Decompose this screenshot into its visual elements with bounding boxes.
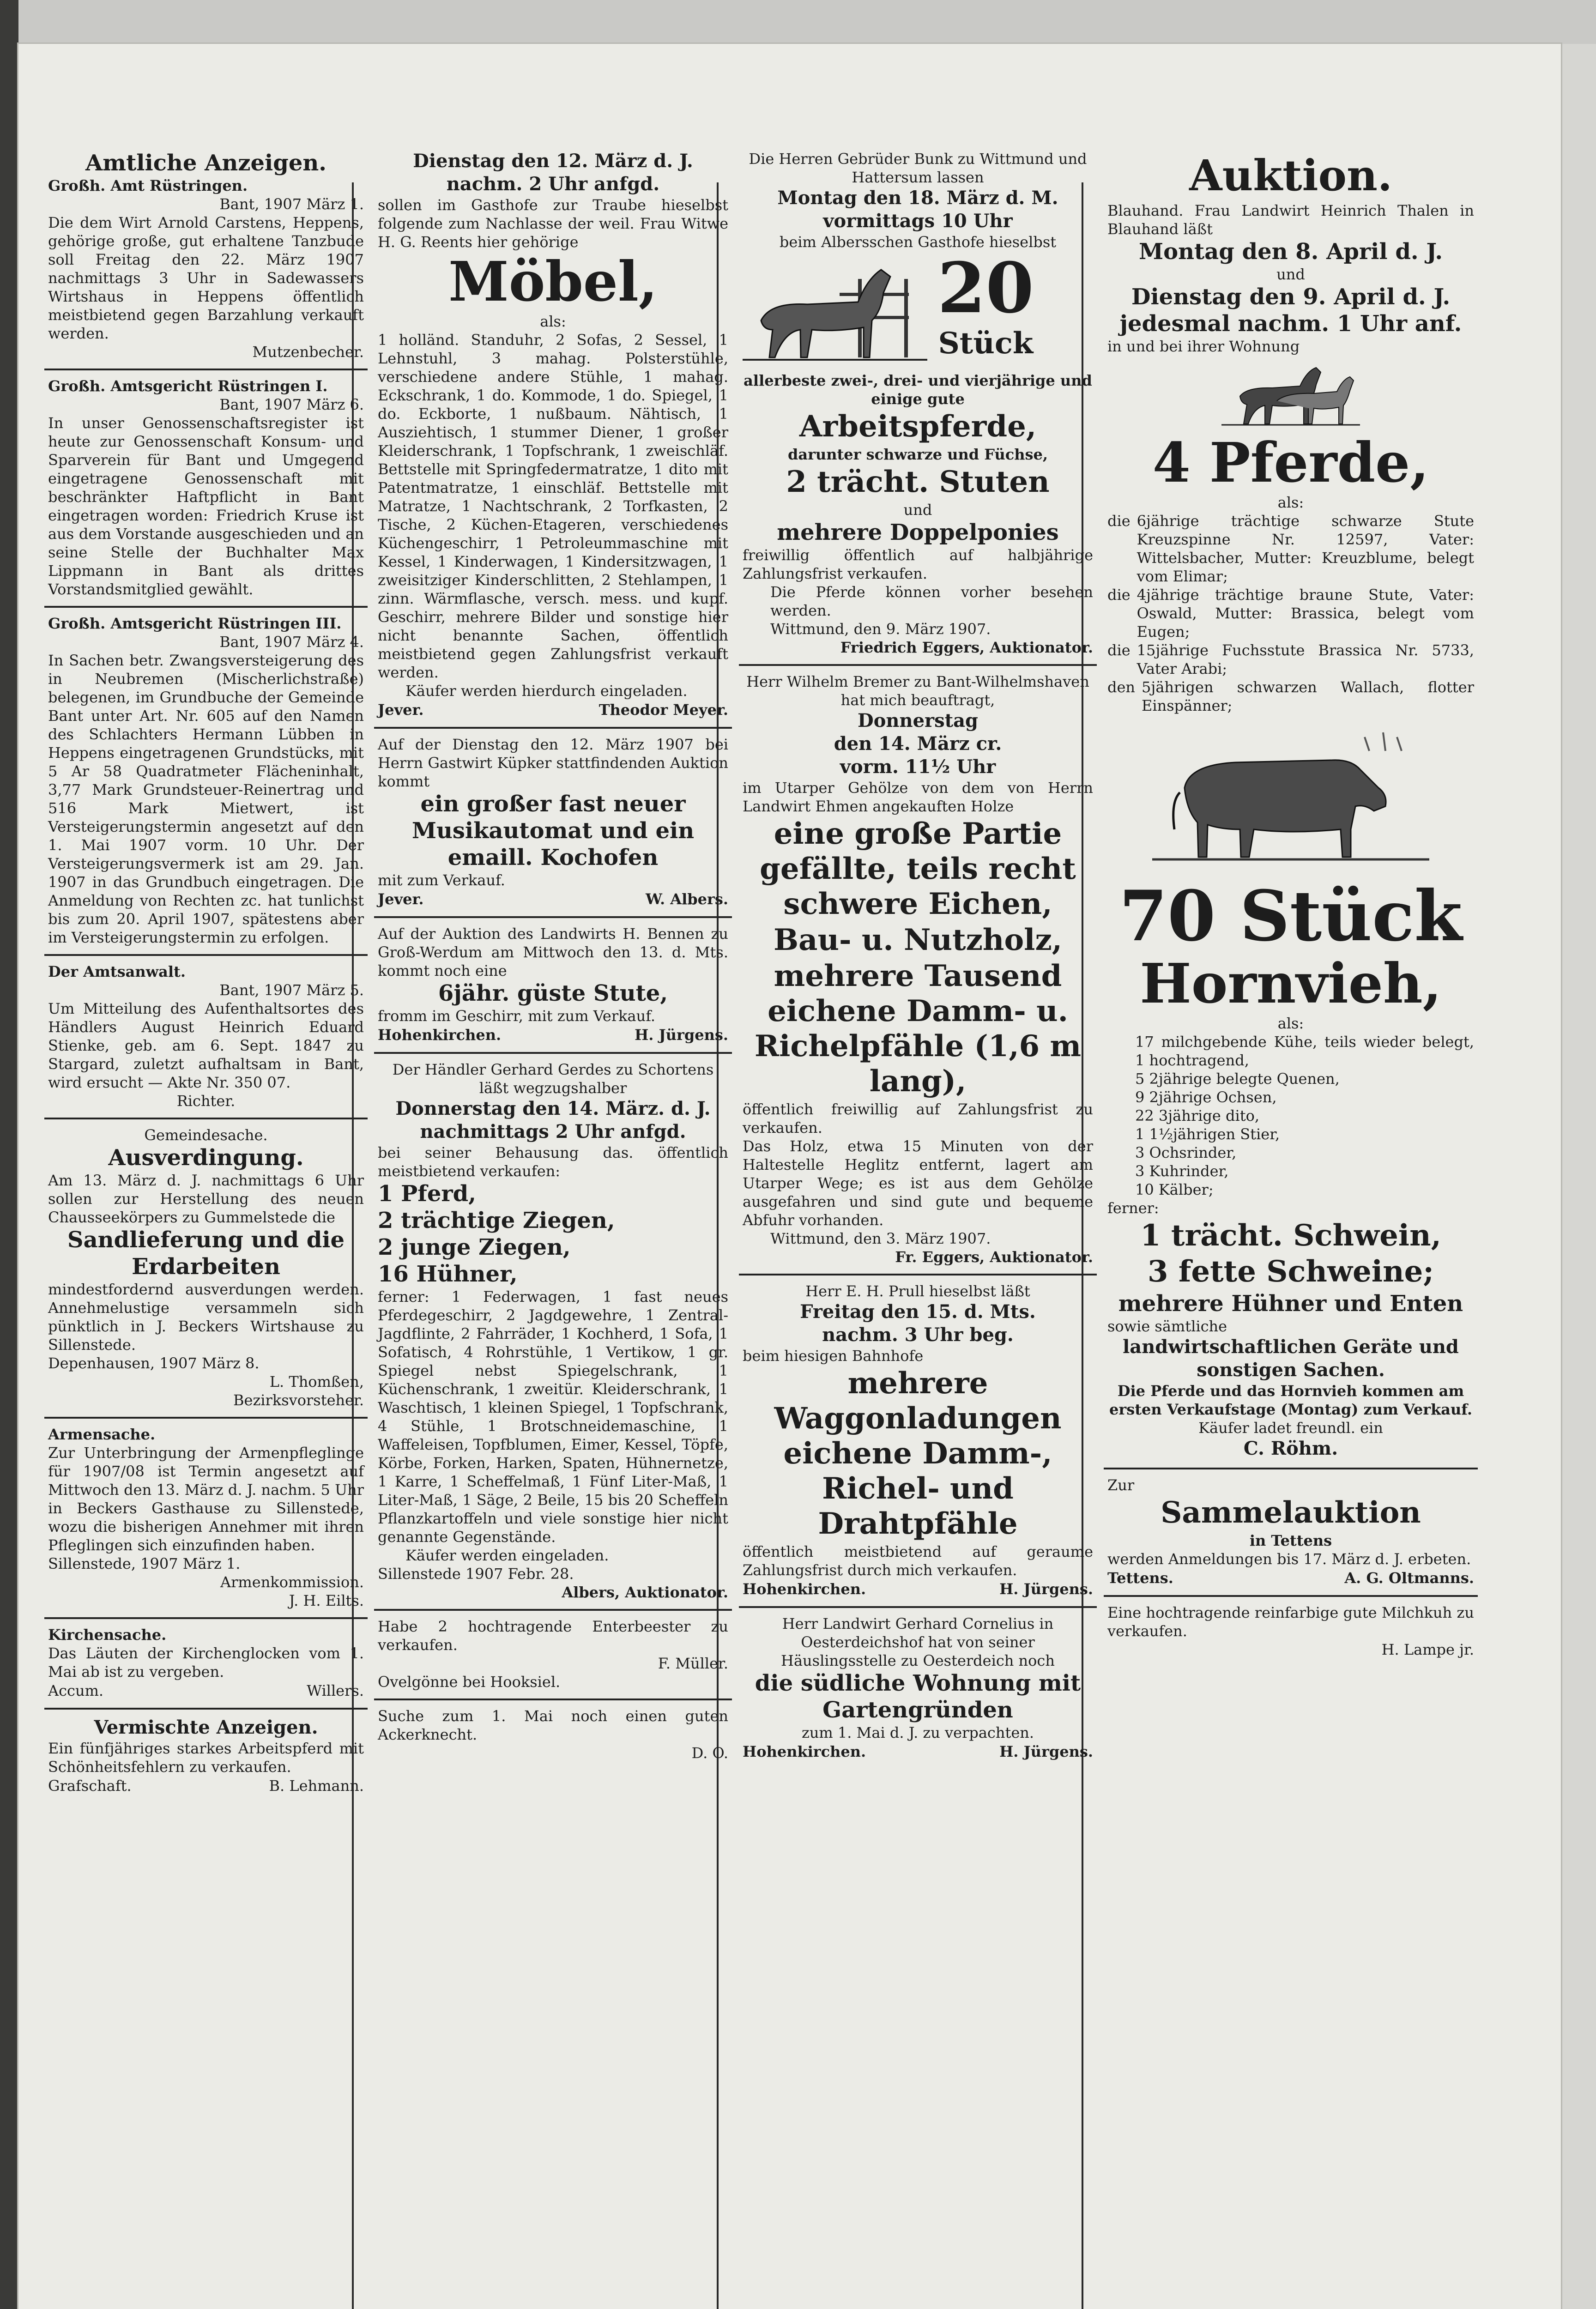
ad-body: fromm im Geschirr, mit zum Verkauf. — [378, 1007, 656, 1025]
notice-date: Bant, 1907 März 1. — [219, 195, 364, 213]
notice-body: Zur Unterbringung der Armenpfleglinge für 1907/08 ist Termin angesetzt auf Mittwoch den 13. März d. J. nachm. 5 Uhr in Beckers Gasthause zu Sillenstede, wozu die bisherigen Annehmer mit ihren Pfleglingen sich einzufinden haben. — [48, 1444, 364, 1554]
ad-title: Arbeitspferde, — [799, 409, 1037, 444]
notice-armensache — [44, 1419, 368, 1619]
ad-item: 2 junge Ziegen, — [378, 1234, 571, 1260]
ad-signature-line — [743, 1579, 1093, 1599]
notice-signature: Bezirksvorsteher. — [233, 1391, 364, 1409]
notice-heading: Armensache. — [48, 1426, 156, 1443]
ad-title: 6jähr. güste Stute, — [438, 980, 668, 1006]
ad-place: Ovelgönne bei Hooksiel. — [378, 1673, 561, 1691]
ad-body: Auf der Auktion des Landwirts H. Bennen zu Groß-Werdum am Mittwoch den 13. d. Mts. kommt noch eine — [378, 925, 728, 979]
ad-time-line: nachm. 3 Uhr beg. — [822, 1324, 1014, 1346]
notice-body: Am 13. März d. J. nachmittags 6 Uhr sollen zur Herstellung des neuen Chausseekörpers zu Gummelstede die — [48, 1172, 364, 1226]
ad-signature-line — [743, 1742, 1093, 1761]
place: Jever. — [378, 890, 424, 908]
horse-entry — [1107, 641, 1474, 678]
notice-signature-line — [48, 1681, 364, 1700]
horse-illustration-icon — [743, 251, 927, 371]
ad-body: Käufer werden eingeladen. — [405, 1547, 609, 1564]
ad-signature: Albers, Auktionator. — [562, 1584, 728, 1601]
ad-body: zum 1. Mai d. J. zu verpachten. — [801, 1724, 1034, 1741]
cattle-item: 3 Ochsrinder, — [1135, 1144, 1237, 1161]
ad-time-line: nachmittags 2 Uhr anfgd. — [420, 1121, 686, 1142]
notice-signature-line — [48, 1776, 364, 1795]
notice-signature: L. Thomßen, — [269, 1373, 364, 1390]
notice-amt-ruestringen — [44, 143, 368, 370]
column-auctions-4 — [1104, 143, 1478, 2309]
ad-count: 20 — [937, 248, 1034, 329]
ad-date: Sillenstede 1907 Febr. 28. — [378, 1565, 574, 1583]
ad-title: mehrere Waggonladungen eichene Damm-, Richel- und Drahtpfähle — [774, 1366, 1062, 1541]
ad-signature: D. O. — [691, 1744, 728, 1762]
cattle-item: 3 Kuhrinder, — [1135, 1162, 1229, 1180]
ad-subtitle: in Tettens — [1249, 1532, 1332, 1549]
notice-signature: J. H. Eilts. — [289, 1592, 364, 1609]
ad-arbeitspferde — [739, 143, 1097, 666]
ad-title: Sammelauktion — [1161, 1495, 1421, 1530]
ad-body: Die Herren Gebrüder Bunk zu Wittmund und Hattersum lassen — [749, 150, 1087, 186]
ad-date-line: Freitag den 15. d. Mts. — [800, 1301, 1036, 1323]
ad-body: beim hiesigen Bahnhofe — [743, 1347, 924, 1365]
ad-body: Auf der Dienstag den 12. März 1907 bei Herrn Gastwirt Küpker stattfindenden Auktion kommt — [378, 736, 728, 790]
ad-title: 2 trächt. Stuten — [786, 465, 1050, 499]
ad-milchkuh — [1104, 1597, 1478, 1666]
cattle-item: 10 Kälber; — [1135, 1181, 1214, 1198]
cattle-item: 1 1½jährigen Stier, — [1135, 1125, 1280, 1143]
place: Hohenkirchen. — [378, 1026, 502, 1044]
signature: H. Jürgens. — [999, 1743, 1093, 1760]
ad-waggonladungen — [739, 1275, 1097, 1608]
notice-signature: Mutzenbecher. — [252, 343, 364, 361]
notice-heading: Großh. Amtsgericht Rüstringen I. — [48, 377, 328, 395]
newspaper-page — [18, 44, 1561, 2309]
ad-moebel-auction — [374, 143, 732, 729]
ad-title: 3 fette Schweine; — [1148, 1254, 1434, 1289]
notice-body: Um Mitteilung des Aufenthaltsortes des Händlers August Heinrich Eduard Stienke, geb. am 6. Sept. 1847 zu Stargard, zuletzt aufhaltsam in Bant, wird ersucht — Akte Nr. 350 07. — [48, 1000, 364, 1091]
place: Jever. — [378, 701, 424, 719]
signature: Willers. — [307, 1682, 364, 1699]
ad-body: Die Pferde können vorher besehen werden. — [770, 583, 1093, 619]
notice-kirchensache — [44, 1619, 368, 1710]
ad-body: im Utarper Gehölze von dem von Herrn Landwirt Ehmen angekauften Holze — [743, 779, 1093, 815]
ad-body: öffentlich meistbietend auf geraume Zahlungsfrist durch mich verkaufen. — [743, 1543, 1093, 1579]
column-official-notices — [44, 143, 368, 2309]
horse-text: 5jährigen schwarzen Wallach, flotter Einspänner; — [1142, 678, 1474, 714]
ad-title: ein großer fast neuer Musikautomat und ein emaill. Kochofen — [411, 791, 695, 870]
horse-lead: den — [1107, 678, 1136, 696]
notice-amtsgericht-3 — [44, 608, 368, 956]
place: Hohenkirchen. — [743, 1743, 866, 1760]
ad-grosse-auktion — [1104, 143, 1478, 1469]
ad-time-line: nachm. 2 Uhr anfgd. — [446, 173, 660, 195]
notice-amtsanwalt — [44, 956, 368, 1119]
ad-body: Der Händler Gerhard Gerdes zu Schortens läßt wegzugshalber — [392, 1061, 714, 1097]
page-edge — [1561, 44, 1596, 2309]
horse-entry — [1107, 512, 1474, 586]
cattle-item: 17 milchgebende Kühe, teils wieder belegt, 1 hochtragend, — [1135, 1033, 1474, 1069]
ad-body: Herr Wilhelm Bremer zu Bant-Wilhelmshaven hat mich beauftragt, — [746, 673, 1089, 709]
cattle-item: 22 3jährige dito, — [1135, 1107, 1259, 1124]
ad-body: Das Holz, etwa 15 Minuten von der Haltestelle Heglitz entfernt, lagert am Utarper Wege; es ist aus dem Gehölze ausgefahren und sind gute und bequeme Abfuhr vorhanden. — [743, 1137, 1093, 1229]
horse-entry — [1107, 586, 1474, 641]
ad-gerdes-auction — [374, 1054, 732, 1611]
ad-title: landwirtschaftlichen Geräte und sonstigen Sachen. — [1123, 1336, 1459, 1381]
signature: W. Albers. — [646, 890, 728, 908]
ad-body: in und bei ihrer Wohnung — [1107, 338, 1300, 355]
ad-sammelauktion — [1104, 1469, 1478, 1597]
ad-signature: F. Müller. — [658, 1655, 728, 1672]
ad-item: 1 Pferd, — [378, 1181, 476, 1207]
ad-date-line: Montag den 18. März d. M. — [777, 187, 1058, 209]
ad-title: Hornvieh, — [1140, 951, 1442, 1015]
ad-date-line: Dienstag den 12. März d. J. — [413, 150, 693, 172]
ad-body: sollen im Gasthofe zur Traube hieselbst folgende zum Nachlasse der weil. Frau Witwe H. G. Reents hier gehörige — [378, 196, 728, 251]
ad-signature: Friedrich Eggers, Auktionator. — [840, 639, 1093, 656]
notice-body: Das Läuten der Kirchenglocken vom 1. Mai ab ist zu vergeben. — [48, 1644, 364, 1680]
notice-amtsgericht-1 — [44, 370, 368, 608]
notice-date: Bant, 1907 März 5. — [219, 981, 364, 999]
ad-signature: C. Röhm. — [1243, 1438, 1338, 1459]
notice-body: Ein fünfjähriges starkes Arbeitspferd mit Schönheitsfehlern zu verkaufen. — [48, 1740, 364, 1776]
ad-signature: Fr. Eggers, Auktionator. — [895, 1248, 1093, 1266]
ad-body: beim Albersschen Gasthofe hieselbst — [779, 233, 1057, 251]
ad-body: werden Anmeldungen bis 17. März d. J. erbeten. — [1107, 1550, 1471, 1568]
ad-time-line: jedesmal nachm. 1 Uhr anf. — [1119, 311, 1462, 337]
ad-wohnung — [739, 1608, 1097, 1769]
ad-title: mehrere Hühner und Enten — [1118, 1291, 1463, 1317]
signature: H. Jürgens. — [635, 1026, 728, 1044]
ad-title: 4 Pferde, — [1152, 430, 1429, 495]
notice-heading: Gemeindesache. — [144, 1126, 268, 1144]
ad-body: sowie sämtliche — [1107, 1318, 1227, 1335]
cattle-item: 9 2jährige Ochsen, — [1135, 1088, 1277, 1106]
ad-body: Suche zum 1. Mai noch einen guten Ackerknecht. — [378, 1707, 728, 1743]
ad-title: 1 trächt. Schwein, — [1140, 1218, 1441, 1253]
ad-signature: H. Lampe jr. — [1381, 1641, 1474, 1658]
ad-signature-line — [1107, 1568, 1474, 1588]
section-title: Amtliche Anzeigen. — [85, 150, 326, 176]
ad-als: als: — [540, 313, 566, 330]
notice-body: Die dem Wirt Arnold Carstens, Heppens, gehörige große, gut erhaltene Tanzbude soll Freitag den 22. März 1907 nachmittags 3 Uhr in Sadewassers Wirtshaus in Heppens öffentlich meistbietend gegen Barzahlung verkauft werden. — [48, 214, 364, 342]
ad-body: Habe 2 hochtragende Enterbeester zu verkaufen. — [378, 1618, 728, 1654]
ad-eichen-holz — [739, 666, 1097, 1275]
notice-body: mindestfordernd ausverdungen werden. Annehmelustige versammeln sich pünktlich in J. Beckers Wirtshause zu Sillenstede. — [48, 1281, 364, 1354]
ad-stute — [374, 918, 732, 1054]
signature: A. G. Oltmanns. — [1344, 1569, 1474, 1587]
horse-entry — [1107, 678, 1474, 715]
ad-body: Herr E. H. Prull hieselbst läßt — [805, 1282, 1030, 1300]
notice-date: Bant, 1907 März 6. — [219, 396, 364, 413]
horse-illustration-row — [743, 248, 1093, 371]
horse-lead: die — [1107, 586, 1130, 604]
column-auctions-2 — [374, 143, 732, 2309]
signature: Theodor Meyer. — [598, 701, 728, 719]
count-block — [937, 248, 1034, 362]
ad-musikautomat — [374, 729, 732, 918]
ad-als: als: — [1277, 1015, 1304, 1032]
ad-date-line: Donnerstag den 14. März. d. J. — [395, 1098, 711, 1119]
section-title: Vermischte Anzeigen. — [94, 1717, 318, 1738]
horse-text: 6jährige trächtige schwarze Stute Kreuzspinne Nr. 12597, Vater: Wittelsbacher, Mutter: Kreuzblume, belegt vom Elimar; — [1137, 512, 1474, 585]
ad-body: darunter schwarze und Füchse, — [788, 446, 1048, 463]
ad-signature-line — [378, 700, 728, 719]
notice-heading: Kirchensache. — [48, 1626, 167, 1644]
ad-count: 70 Stück — [1119, 876, 1463, 957]
ad-date: Wittmund, den 3. März 1907. — [770, 1230, 991, 1247]
ad-body: Käufer ladet freundl. ein — [1198, 1419, 1383, 1437]
binding-edge — [0, 0, 18, 2309]
ad-title: Auktion. — [1189, 151, 1392, 200]
ad-body: Die Pferde und das Hornvieh kommen am ersten Verkaufstage (Montag) zum Verkauf. — [1109, 1382, 1473, 1418]
place: Grafschaft. — [48, 1777, 132, 1795]
ad-body: Blauhand. Frau Landwirt Heinrich Thalen in Blauhand läßt — [1107, 202, 1474, 238]
horse-text: 4jährige trächtige braune Stute, Vater: Oswald, Mutter: Brassica, belegt vom Eugen; — [1137, 586, 1474, 641]
ad-title: mehrere Doppelponies — [777, 520, 1059, 545]
ad-title: die südliche Wohnung mit Gartengründen — [755, 1670, 1081, 1723]
signature: H. Jürgens. — [999, 1580, 1093, 1598]
ad-item-list: ferner: 1 Federwagen, 1 fast neues Pferdegeschirr, 2 Jagdgewehre, 1 Zentral-Jagdflinte, 2 Fahrräder, 1 Kochherd, 1 Sofa, 1 Sofatisch, 4 Rohrstühle, 1 Vertikow, 1 gr. Spiegel nebst Spiegelschrank, 1 Küchenschrank, 1 zweitür. Kleiderschrank, 1 Waschtisch, 1 kleinen Spiegel, 1 Topfschrank, 4 Stühle, 1 Brotschneidemaschine, 1 Waffeleisen, Topfblumen, Eimer, Kessel, Töpfe, Körbe, Forken, Harken, Spaten, Hühnernetze, 1 Karre, 1 Scheffelmaß, 1 Fünf Liter-Maß, 1 Liter-Maß, 1 Säge, 2 Beile, 15 bis 20 Scheffeln Pflanzkartoffeln und viele sonstige hier nicht genannte Gegenstände. — [378, 1288, 728, 1546]
ad-title: Möbel, — [448, 249, 658, 314]
place: Tettens. — [1107, 1569, 1173, 1587]
notice-gemeindesache — [44, 1119, 368, 1419]
ad-title: Bau- u. Nutzholz, — [773, 923, 1063, 957]
ad-title: mehrere Tausend eichene Damm- u. Richelpfähle (1,6 m lang), — [754, 959, 1082, 1099]
notice-signature: Richter. — [176, 1092, 236, 1110]
cattle-item: 5 2jährige belegte Quenen, — [1135, 1070, 1340, 1088]
ad-date-line: Donnerstag — [858, 710, 978, 731]
ad-time-line: vormittags 10 Uhr — [823, 210, 1013, 232]
ad-body: mit zum Verkauf. — [378, 871, 505, 889]
ad-title: eine große Partie gefällte, teils recht schwere Eichen, — [760, 816, 1076, 921]
ad-body: freiwillig öffentlich auf halbjährige Zahlungsfrist verkaufen. — [743, 546, 1093, 582]
ad-item: 16 Hühner, — [378, 1261, 518, 1287]
notice-vermischte — [44, 1710, 368, 1803]
horses-illustration-icon — [1221, 359, 1360, 429]
notice-body: In Sachen betr. Zwangsversteigerung des in Neubremen (Mischerlichstraße) belegenen, im Grundbuche der Gemeinde Bant unter Art. Nr. 605 auf den Namen des Schlachters Hermann Lübben in Heppens eingetragenen Grundstücks, mit 5 Ar 58 Quadratmeter Flächeninhalt, 3,77 Mark Grundsteuer-Reinertrag und 516 Mark Mietwert, ist Versteigerungstermin angesetzt auf den 1. Mai 1907 vorm. 10 Uhr. Der Versteigerungsvermerk ist am 29. Jan. 1907 in das Grundbuch eingetragen. Die Anmeldung von Rechten zc. hat tunlichst bis zum 20. April 1907, spätestens aber im Versteigerungstermin zu erfolgen. — [48, 652, 364, 946]
ad-ferner: ferner: — [1107, 1199, 1159, 1217]
ad-und: und — [903, 501, 932, 519]
ad-count-unit: Stück — [938, 326, 1034, 361]
notice-heading: Großh. Amt Rüstringen. — [48, 177, 248, 194]
column-auctions-3 — [739, 143, 1097, 2309]
notice-heading: Der Amtsanwalt. — [48, 963, 186, 980]
place: Hohenkirchen. — [743, 1580, 866, 1598]
ad-als: als: — [1277, 494, 1304, 511]
horse-lead: die — [1107, 641, 1130, 659]
ad-body: Herr Landwirt Gerhard Cornelius in Oesterdeichshof hat von seiner Häuslingsstelle zu Oesterdeich noch — [781, 1615, 1055, 1669]
place: Accum. — [48, 1682, 104, 1699]
ad-time-line: vorm. 11½ Uhr — [840, 756, 996, 778]
notice-title: Ausverdingung. — [108, 1145, 304, 1171]
ad-item: 2 trächtige Ziegen, — [378, 1208, 615, 1233]
signature: B. Lehmann. — [269, 1777, 364, 1795]
ad-body: Eine hochtragende reinfarbige gute Milchkuh zu verkaufen. — [1107, 1604, 1474, 1640]
notice-body: In unser Genossenschaftsregister ist heute zur Genossenschaft Konsum- und Sparverein für Bant und Umgegend eingetragene Genossenschaft mit beschränkter Haftpflicht in Bant eingetragen worden: Friedrich Kruse ist aus dem Vorstande ausgeschieden und an seine Stelle der Buchhalter Max Lippmann in Bant als drittes Vorstandsmitglied gewählt. — [48, 414, 364, 598]
horse-text: 15jährige Fuchsstute Brassica Nr. 5733, Vater Arabi; — [1137, 641, 1474, 677]
ad-enterbeester — [374, 1611, 732, 1700]
ad-und: und — [1276, 266, 1305, 283]
ad-body: öffentlich freiwillig auf Zahlungsfrist zu verkaufen. — [743, 1100, 1093, 1136]
notice-title: Sandlieferung und die Erdarbeiten — [67, 1227, 345, 1280]
ad-body: allerbeste zwei-, drei- und vierjährige und einige gute — [744, 372, 1092, 408]
ad-date-line: Montag den 8. April d. J. — [1138, 239, 1443, 265]
ad-body: Käufer werden hierdurch eingeladen. — [405, 682, 688, 700]
horse-lead: die — [1107, 512, 1130, 530]
ad-item-list: 1 holländ. Standuhr, 2 Sofas, 2 Sessel, 1 Lehnstuhl, 3 mahag. Polsterstühle, verschiedene andere Stühle, 1 mahag. Eckschrank, 1 do. Kommode, 1 do. Spiegel, 1 do. Eckborte, 1 nußbaum. Nähtisch, 1 Ausziehtisch, 1 stummer Diener, 1 großer Kleiderschrank, 1 Topfschrank, 1 zweischläf. Bettstelle mit Springfedermatratze, 1 dito mit Patentmatratze, 1 einschläf. Bettstelle mit Matratze, 1 Nachtschrank, 2 Torfkasten, 2 Tische, 2 Küchen-Etageren, verschiedenes Küchengeschirr, 1 Petroleummaschine mit Kessel, 1 Kinderwagen, 1 Kindersitzwagen, 1 zweisitziger Kinderschlitten, 2 Stehlampen, 1 zinn. Wärmflasche, versch. mess. und kupf. Geschirr, mehrere Bilder und sonstige hier nicht benannte Sachen, öffentlich meistbietend gegen Zahlungsfrist verkauft werden. — [378, 331, 728, 681]
ad-signature-line — [378, 1025, 728, 1045]
notice-signature: Armenkommission. — [220, 1573, 364, 1591]
ad-ackerknecht — [374, 1700, 732, 1770]
notice-heading: Großh. Amtsgericht Rüstringen III. — [48, 615, 342, 632]
ad-signature-line — [378, 889, 728, 909]
notice-date: Bant, 1907 März 4. — [219, 633, 364, 651]
ad-date-line: den 14. März cr. — [834, 733, 1002, 755]
notice-date: Depenhausen, 1907 März 8. — [48, 1354, 260, 1372]
ad-date-line: Dienstag den 9. April d. J. — [1131, 284, 1451, 310]
ad-body: bei seiner Behausung das. öffentlich meistbietend verkaufen: — [378, 1144, 728, 1180]
cattle-illustration-icon — [1152, 719, 1429, 876]
ad-date: Wittmund, den 9. März 1907. — [770, 620, 991, 638]
notice-date: Sillenstede, 1907 März 1. — [48, 1555, 241, 1572]
ad-zur: Zur — [1107, 1476, 1135, 1494]
